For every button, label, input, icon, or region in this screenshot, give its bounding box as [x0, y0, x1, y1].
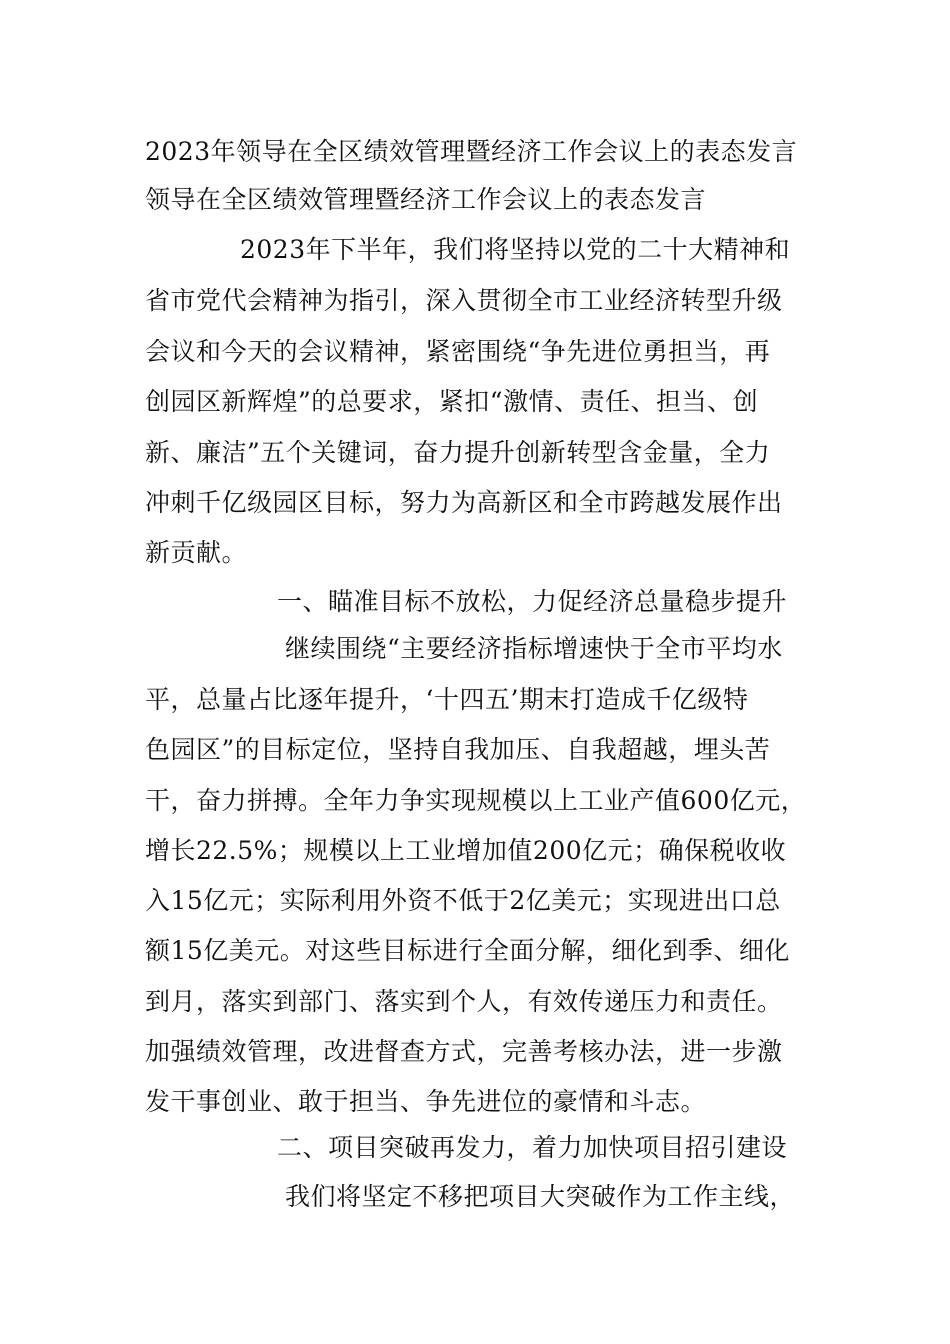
intro-line-4: 创园区新辉煌”的总要求，紧扣“激情、责任、担当、创	[145, 387, 759, 416]
section-1-heading: 一、瞄准目标不放松，力促经济总量稳步提升	[277, 587, 788, 616]
intro-line-6: 冲刺千亿级园区目标，努力为高新区和全市跨越发展作出	[145, 488, 783, 517]
section-1-line-10: 发干事创业、敢于担当、争先进位的豪情和斗志。	[145, 1087, 707, 1116]
section-1-line-3: 色园区”的目标定位，坚持自我加压、自我超越，埋头苦	[145, 735, 771, 764]
section-1-line-8: 到月，落实到部门、落实到个人，有效传递压力和责任。	[145, 987, 783, 1016]
section-1-line-6: 入15亿元；实际利用外资不低于2亿美元；实现进出口总	[145, 886, 781, 915]
section-2-heading: 二、项目突破再发力，着力加快项目招引建设	[277, 1133, 788, 1162]
document-title: 2023年领导在全区绩效管理暨经济工作会议上的表态发言	[145, 137, 798, 166]
section-1-line-4: 干，奋力拼搏。全年力争实现规模以上工业产值600亿元，	[145, 786, 807, 815]
section-1-line-5: 增长22.5%；规模以上工业增加值200亿元；确保税收收	[145, 836, 787, 865]
intro-line-2: 省市党代会精神为指引，深入贯彻全市工业经济转型升级	[145, 286, 783, 315]
intro-line-3: 会议和今天的会议精神，紧密围绕“争先进位勇担当，再	[145, 337, 771, 366]
intro-line-1: 2023年下半年，我们将坚持以党的二十大精神和	[240, 235, 791, 264]
document-subtitle: 领导在全区绩效管理暨经济工作会议上的表态发言	[145, 185, 707, 214]
section-1-line-1: 继续围绕“主要经济指标增速快于全市平均水	[285, 634, 783, 663]
section-2-line-1: 我们将坚定不移把项目大突破作为工作主线，	[285, 1182, 796, 1211]
section-1-line-2: 平，总量占比逐年提升，‘十四五’期末打造成千亿级特	[145, 685, 749, 714]
section-1-line-7: 额15亿美元。对这些目标进行全面分解，细化到季、细化	[145, 936, 790, 965]
intro-line-7: 新贡献。	[145, 538, 248, 567]
section-1-line-9: 加强绩效管理，改进督查方式，完善考核办法，进一步激	[145, 1037, 783, 1066]
intro-line-5: 新、廉洁”五个关键词，奋力提升创新转型含金量，全力	[145, 438, 771, 467]
